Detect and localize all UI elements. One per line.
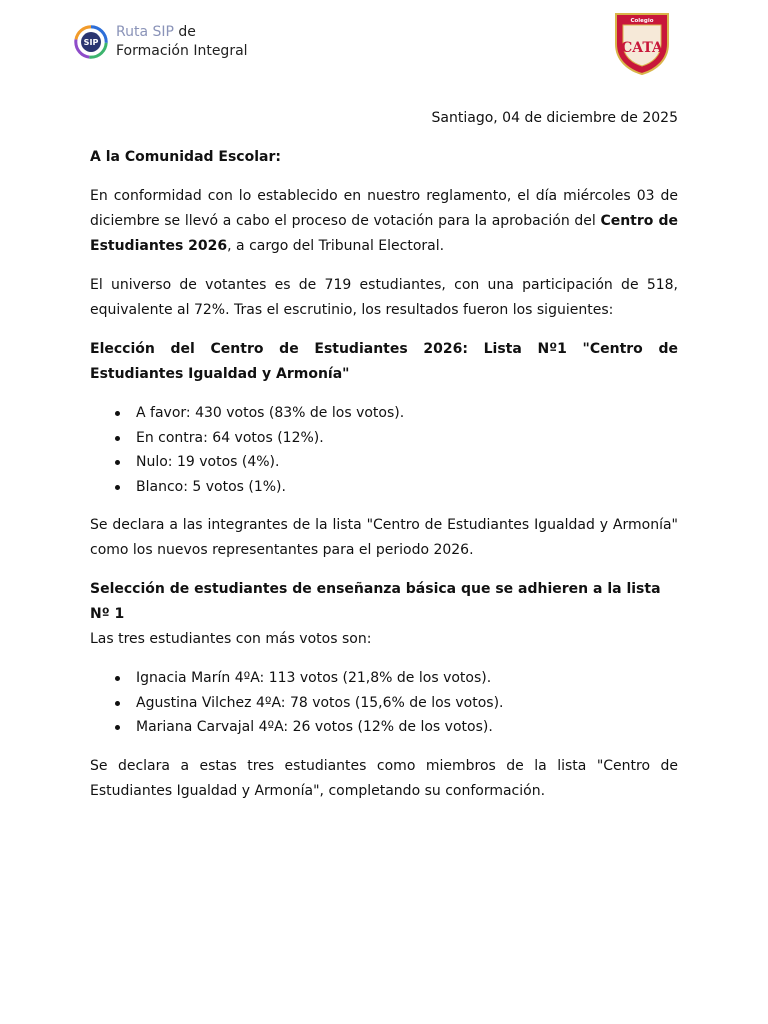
students-list [90, 666, 678, 740]
subheading-top-students: Las tres estudiantes con más votos son: [90, 631, 372, 647]
paragraph-closing: Se declara a estas tres estudiantes como miembros de la lista "Centro de Estudiantes Igualdad y Armonía", completando su conformación. [90, 757, 678, 799]
letter-greeting: A la Comunidad Escolar: [90, 149, 281, 165]
svg-text:SIP: SIP [83, 38, 99, 48]
highlight-centro-estudiantes: Centro de Estudiantes 2026 [90, 213, 679, 254]
paragraph-declaration: Se declara a las integrantes de la lista "Centro de Estudiantes Igualdad y Armonía" como los nuevos representantes para el periodo 2026. [90, 517, 678, 558]
brand-line2: Formación Integral [116, 43, 248, 59]
brand-line1: Ruta SIP de [116, 24, 196, 40]
svg-text:CATA: CATA [621, 40, 663, 56]
paragraph-election-intro: En conformidad con lo establecido en nuestro reglamento, el día miércoles 03 de diciembre se llevó a cabo el proceso de votación para la aprobación del Centro de Estudiantes 2026, a cargo del Tribunal Electoral. [90, 188, 679, 254]
results-list [90, 401, 678, 499]
ruta-sip-logo-icon [72, 23, 110, 61]
letter-date: Santiago, 04 de diciembre de 2025 [431, 110, 678, 126]
list-item: Ignacia Marín 4ºA: 113 votos (21,8% de los votos). [90, 666, 678, 691]
list-item: Agustina Vilchez 4ºA: 78 votos (15,6% de los votos). [90, 691, 678, 716]
heading-basic-students: Selección de estudiantes de enseñanza básica que se adhieren a la lista Nº 1 [90, 581, 661, 622]
school-crest-icon [612, 10, 672, 76]
heading-election-result: Elección del Centro de Estudiantes 2026: Lista Nº1 "Centro de Estudiantes Igualdad y Armonía" [90, 341, 678, 382]
list-item: En contra: 64 votos (12%). [90, 426, 678, 451]
list-item: Mariana Carvajal 4ºA: 26 votos (12% de los votos). [90, 715, 678, 740]
brand-header [72, 20, 248, 64]
paragraph-participation: El universo de votantes es de 719 estudiantes, con una participación de 518, equivalente al 72%. Tras el escrutinio, los resultados fueron los siguientes: [90, 277, 678, 318]
list-item: Blanco: 5 votos (1%). [90, 475, 678, 500]
letter-body [90, 106, 678, 818]
list-item: Nulo: 19 votos (4%). [90, 450, 678, 475]
list-item: A favor: 430 votos (83% de los votos). [90, 401, 678, 426]
brand-name [116, 23, 248, 61]
svg-text:Colegio: Colegio [630, 18, 654, 24]
